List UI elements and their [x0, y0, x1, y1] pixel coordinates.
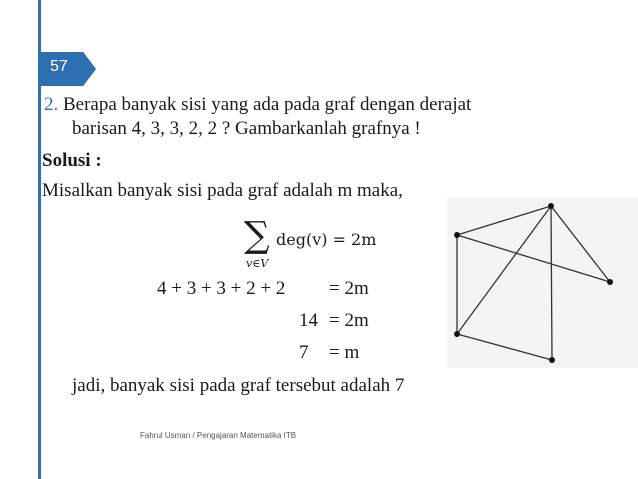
question-text-1: Berapa banyak sisi yang ada pada graf dengan derajat [63, 94, 472, 115]
step-3-rhs: = m [329, 342, 360, 363]
sigma-symbol: ∑ [244, 215, 270, 256]
graph-vertex [454, 331, 460, 337]
graph-vertex [548, 203, 554, 209]
solution-conclusion: jadi, banyak sisi pada graf tersebut adalah 7 [72, 375, 405, 396]
step-2-lhs: 14 [299, 310, 318, 331]
degree-sum-expression: deg(v) = 2m [276, 230, 377, 249]
slide-footer: Fahrul Usman / Pengajaran Matematika ITB [140, 431, 297, 440]
graph-drawing [447, 198, 638, 368]
sigma-subscript: v∈V [246, 257, 269, 270]
solution-heading: Solusi : [42, 150, 102, 171]
step-2-rhs: = 2m [329, 310, 369, 331]
question-number: 2. [44, 94, 59, 115]
step-1-rhs: = 2m [329, 278, 369, 299]
step-1-lhs: 4 + 3 + 3 + 2 + 2 [157, 278, 286, 299]
question-text-2: barisan 4, 3, 3, 2, 2 ? Gambarkanlah grafnya ! [72, 118, 421, 139]
graph-vertex [549, 357, 555, 363]
graph-vertex [607, 279, 613, 285]
graph-vertex [454, 232, 460, 238]
question-line-1 [44, 94, 471, 116]
step-3-lhs: 7 [299, 342, 309, 363]
solution-intro: Misalkan banyak sisi pada graf adalah m maka, [42, 180, 403, 201]
slide-number: 57 [50, 58, 68, 75]
